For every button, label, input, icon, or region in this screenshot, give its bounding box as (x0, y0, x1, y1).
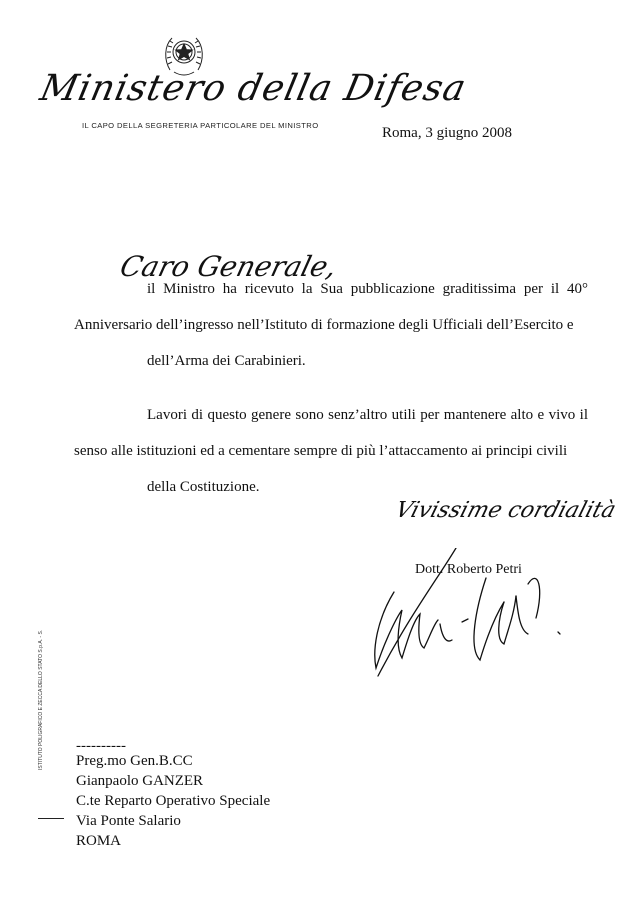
recipient-line-4: Via Ponte Salario (76, 813, 181, 829)
recipient-line-1: Preg.mo Gen.B.CC (76, 753, 193, 769)
body-p1-line-3: dell’Arma dei Carabinieri. (147, 353, 306, 369)
recipient-line-2: Gianpaolo GANZER (76, 773, 204, 789)
body-p1-line-2: Anniversario dell’ingresso nell’Istituto di formazione degli Ufficiali dell’Esercito e (74, 317, 574, 333)
recipient-address (76, 751, 270, 851)
ministry-name: Ministero della Difesa (36, 68, 471, 109)
body-p2-line-1: Lavori di questo genere sono senz’altro utili per mantenere alto e vivo il (147, 407, 588, 423)
printer-side-text-label: ISTITUTO POLIGRAFICO E ZECCA DELLO STATO S.p.A. - S. (38, 629, 44, 770)
body-p2-line-2: senso alle istituzioni ed a cementare sempre di più l’attaccamento ai principi civili (74, 443, 568, 459)
office-line: IL CAPO DELLA SEGRETERIA PARTICOLARE DEL MINISTRO (82, 121, 319, 130)
recipient-line-5: ROMA (76, 833, 122, 849)
body-paragraph-1 (74, 271, 588, 379)
handwritten-signature-icon (368, 548, 580, 680)
recipient-line-3: C.te Reparto Operativo Speciale (76, 793, 271, 809)
margin-rule (38, 818, 64, 819)
printer-side-text (38, 629, 48, 770)
salutation: Caro Generale, (116, 250, 341, 283)
signer-name: Dott. Roberto Petri (415, 562, 522, 577)
recipient-divider: ---------- (76, 738, 126, 754)
body-p2-line-3: della Costituzione. (147, 479, 260, 495)
place-date: Roma, 3 giugno 2008 (382, 125, 512, 141)
body-paragraph-2 (74, 397, 588, 505)
closing-greeting: Vivissime cordialità (392, 498, 619, 523)
body-p1-line-1: il Ministro ha ricevuto la Sua pubblicazione graditissima per il 40° (147, 281, 588, 297)
